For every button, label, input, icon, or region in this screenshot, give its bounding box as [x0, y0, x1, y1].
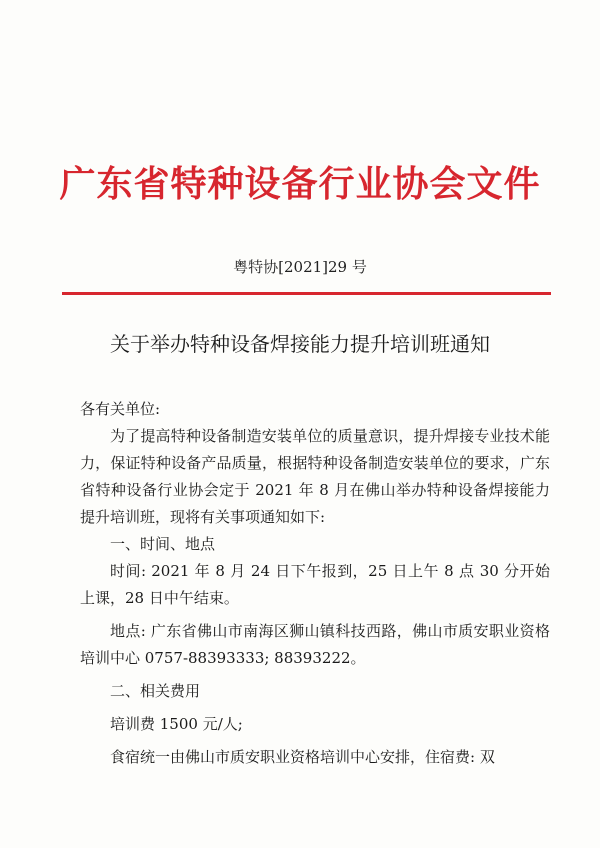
- place-paragraph: 地点: 广东省佛山市南海区狮山镇科技西路，佛山市质安职业资格培训中心 0757-88393333; 88393222。: [80, 622, 550, 667]
- red-divider-line: [62, 292, 551, 295]
- organization-title: 广东省特种设备行业协会文件: [59, 164, 541, 205]
- lodging-paragraph: 食宿统一由佛山市质安职业资格培训中心安排，住宿费: 双: [110, 748, 495, 766]
- notice-title: 关于举办特种设备焊接能力提升培训班通知: [110, 332, 490, 356]
- fee-paragraph: 培训费 1500 元/人;: [110, 715, 243, 733]
- time-paragraph: 时间: 2021 年 8 月 24 日下午报到，25 日上午 8 点 30 分开始上课，28 日中午结束。: [80, 562, 550, 607]
- salutation: 各有关单位:: [80, 400, 161, 418]
- intro-paragraph: 为了提高特种设备制造安装单位的质量意识，提升焊接专业技术能力，保证特种设备产品质量，根据特种设备制造安装单位的要求，广东省特种设备行业协会定于 2021 年 8 月在佛山举办特种设备焊接能力提升培训班，现将有关事项通知如下:: [80, 427, 550, 526]
- section-heading-time-place: 一、时间、地点: [110, 535, 216, 553]
- notice-body: [80, 396, 550, 771]
- section-heading-fees: 二、相关费用: [110, 682, 201, 700]
- document-number: 粤特协[2021]29 号: [233, 258, 367, 276]
